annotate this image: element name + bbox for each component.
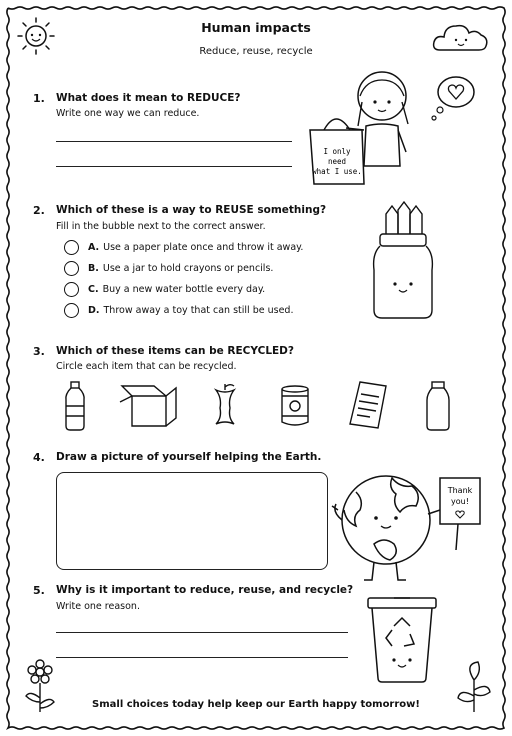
girl-with-bag-illustration (306, 66, 502, 192)
q5-number: 5. (33, 584, 45, 597)
crayon-jar-illustration (368, 204, 438, 324)
water-bottle-item[interactable] (62, 380, 88, 432)
option-c-bubble[interactable] (64, 282, 79, 297)
option-b-bubble[interactable] (64, 261, 79, 276)
drawing-box[interactable] (56, 472, 328, 570)
q1-number: 1. (33, 92, 45, 105)
q3-number: 3. (33, 345, 45, 358)
q5-instruction: Write one reason. (56, 601, 140, 612)
q4-question: Draw a picture of yourself helping the Earth. (56, 451, 322, 463)
bag-text-2: need (327, 157, 347, 166)
q5-answer-line-2[interactable] (56, 657, 348, 658)
page-title: Human impacts (201, 20, 311, 35)
q5-question: Why is it important to reduce, reuse, and recycle? (56, 584, 354, 596)
option-b: B. Use a jar to hold crayons or pencils. (88, 263, 274, 274)
footer-message: Small choices today help keep our Earth happy tomorrow! (92, 699, 420, 710)
tin-can-item[interactable] (278, 384, 312, 428)
glass-jar-item[interactable] (424, 380, 452, 432)
option-d-bubble[interactable] (64, 303, 79, 318)
option-a-bubble[interactable] (64, 240, 79, 255)
recycling-bin-illustration (366, 594, 438, 686)
apple-core-item[interactable] (208, 382, 242, 430)
q5-answer-line-1[interactable] (56, 632, 348, 633)
cloud-icon (432, 18, 490, 56)
cardboard-box-item[interactable] (118, 384, 180, 430)
bag-text-3: what I use. (312, 167, 362, 176)
earth-with-sign-illustration (334, 464, 498, 584)
option-a: A. Use a paper plate once and throw it away. (88, 242, 304, 253)
q1-answer-line-2[interactable] (56, 166, 292, 167)
q3-instruction: Circle each item that can be recycled. (56, 361, 237, 372)
q1-question: What does it mean to REDUCE? (56, 92, 241, 104)
bag-text-1: I only (323, 147, 351, 156)
option-d: D. Throw away a toy that can still be used. (88, 305, 294, 316)
q1-answer-line-1[interactable] (56, 141, 292, 142)
q4-number: 4. (33, 451, 45, 464)
option-c: C. Buy a new water bottle every day. (88, 284, 266, 295)
q2-number: 2. (33, 204, 45, 217)
q3-question: Which of these items can be RECYCLED? (56, 345, 294, 357)
q1-instruction: Write one way we can reduce. (56, 108, 200, 119)
q2-question: Which of these is a way to REUSE something? (56, 204, 327, 216)
page-subtitle: Reduce, reuse, recycle (199, 46, 313, 57)
q2-instruction: Fill in the bubble next to the correct answer. (56, 221, 266, 232)
sign-text-2: you! (451, 497, 469, 506)
paper-item[interactable] (346, 380, 390, 430)
sign-text-1: Thank (447, 486, 473, 495)
